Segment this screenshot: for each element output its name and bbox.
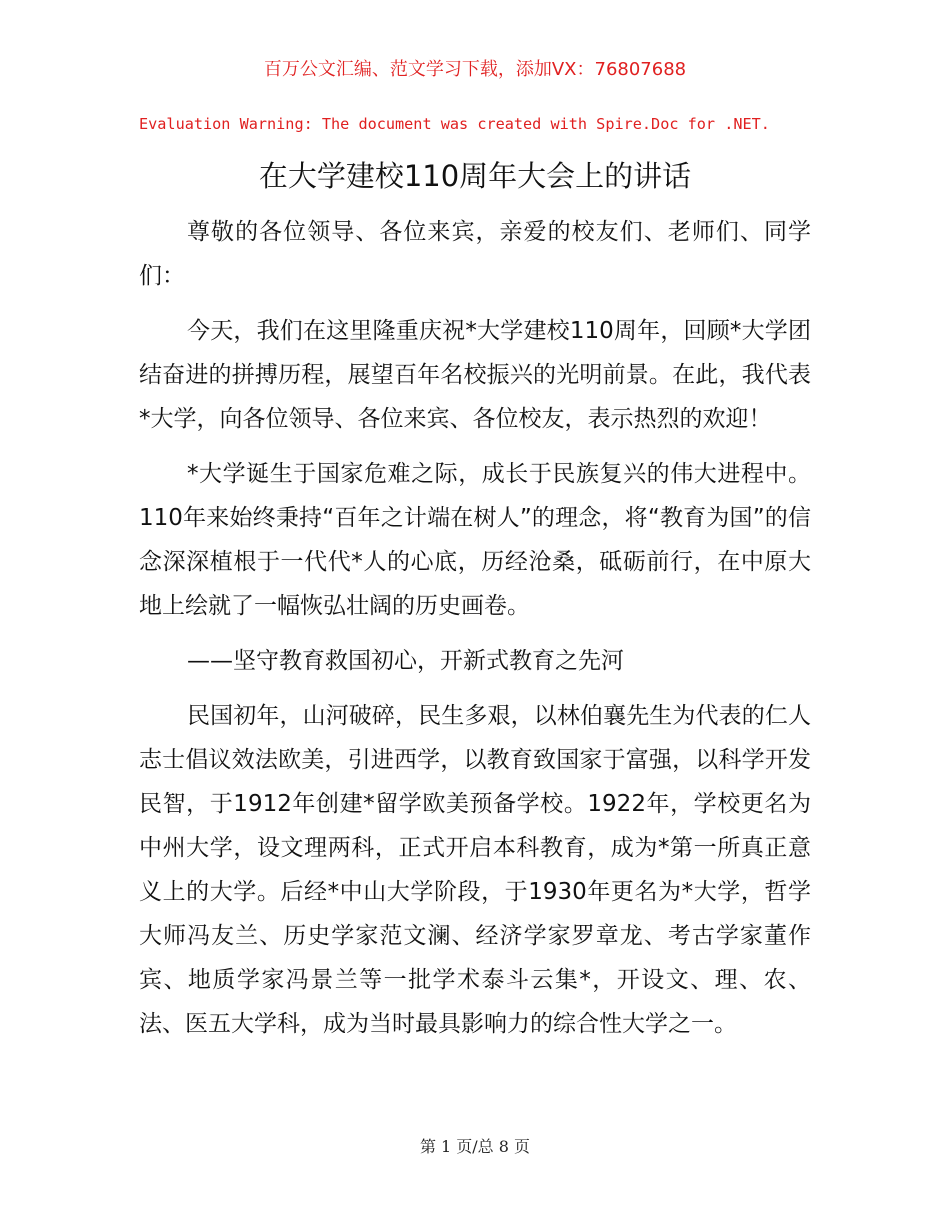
section-heading: ——坚守教育救国初心，开新式教育之先河 [187,648,624,674]
document-body [139,210,811,1057]
body-paragraph: *大学诞生于国家危难之际，成长于民族复兴的伟大进程中。110年来始终秉持“百年之计端在树人”的理念，将“教育为国”的信念深深植根于一代代*人的心底，历经沧桑，砥砺前行，在中原大地上绘就了一幅恢弘壮阔的历史画卷。 [139,461,811,619]
body-paragraph: 民国初年，山河破碎，民生多艰，以林伯襄先生为代表的仁人志士倡议效法欧美，引进西学，以教育致国家于富强，以科学开发民智，于1912年创建*留学欧美预备学校。1922年，学校更名为中州大学，设文理两科，正式开启本科教育，成为*第一所真正意义上的大学。后经*中山大学阶段，于1930年更名为*大学，哲学大师冯友兰、历史学家范文澜、经济学家罗章龙、考古学家董作宾、地质学家冯景兰等一批学术泰斗云集*，开设文、理、农、法、医五大学科，成为当时最具影响力的综合性大学之一。 [139,703,811,1037]
page-number: 第 1 页/总 8 页 [419,1137,531,1156]
evaluation-warning: Evaluation Warning: The document was created with Spire.Doc for .NET. [139,115,770,133]
promo-header: 百万公文汇编、范文学习下载，添加VX：76807688 [263,59,687,80]
document-title: 在大学建校110周年大会上的讲话 [258,159,692,193]
salutation-paragraph: 尊敬的各位领导、各位来宾，亲爱的校友们、老师们、同学们： [139,219,811,289]
body-paragraph: 今天，我们在这里隆重庆祝*大学建校110周年，回顾*大学团结奋进的拼搏历程，展望百年名校振兴的光明前景。在此，我代表*大学，向各位领导、各位来宾、各位校友，表示热烈的欢迎！ [139,318,811,432]
